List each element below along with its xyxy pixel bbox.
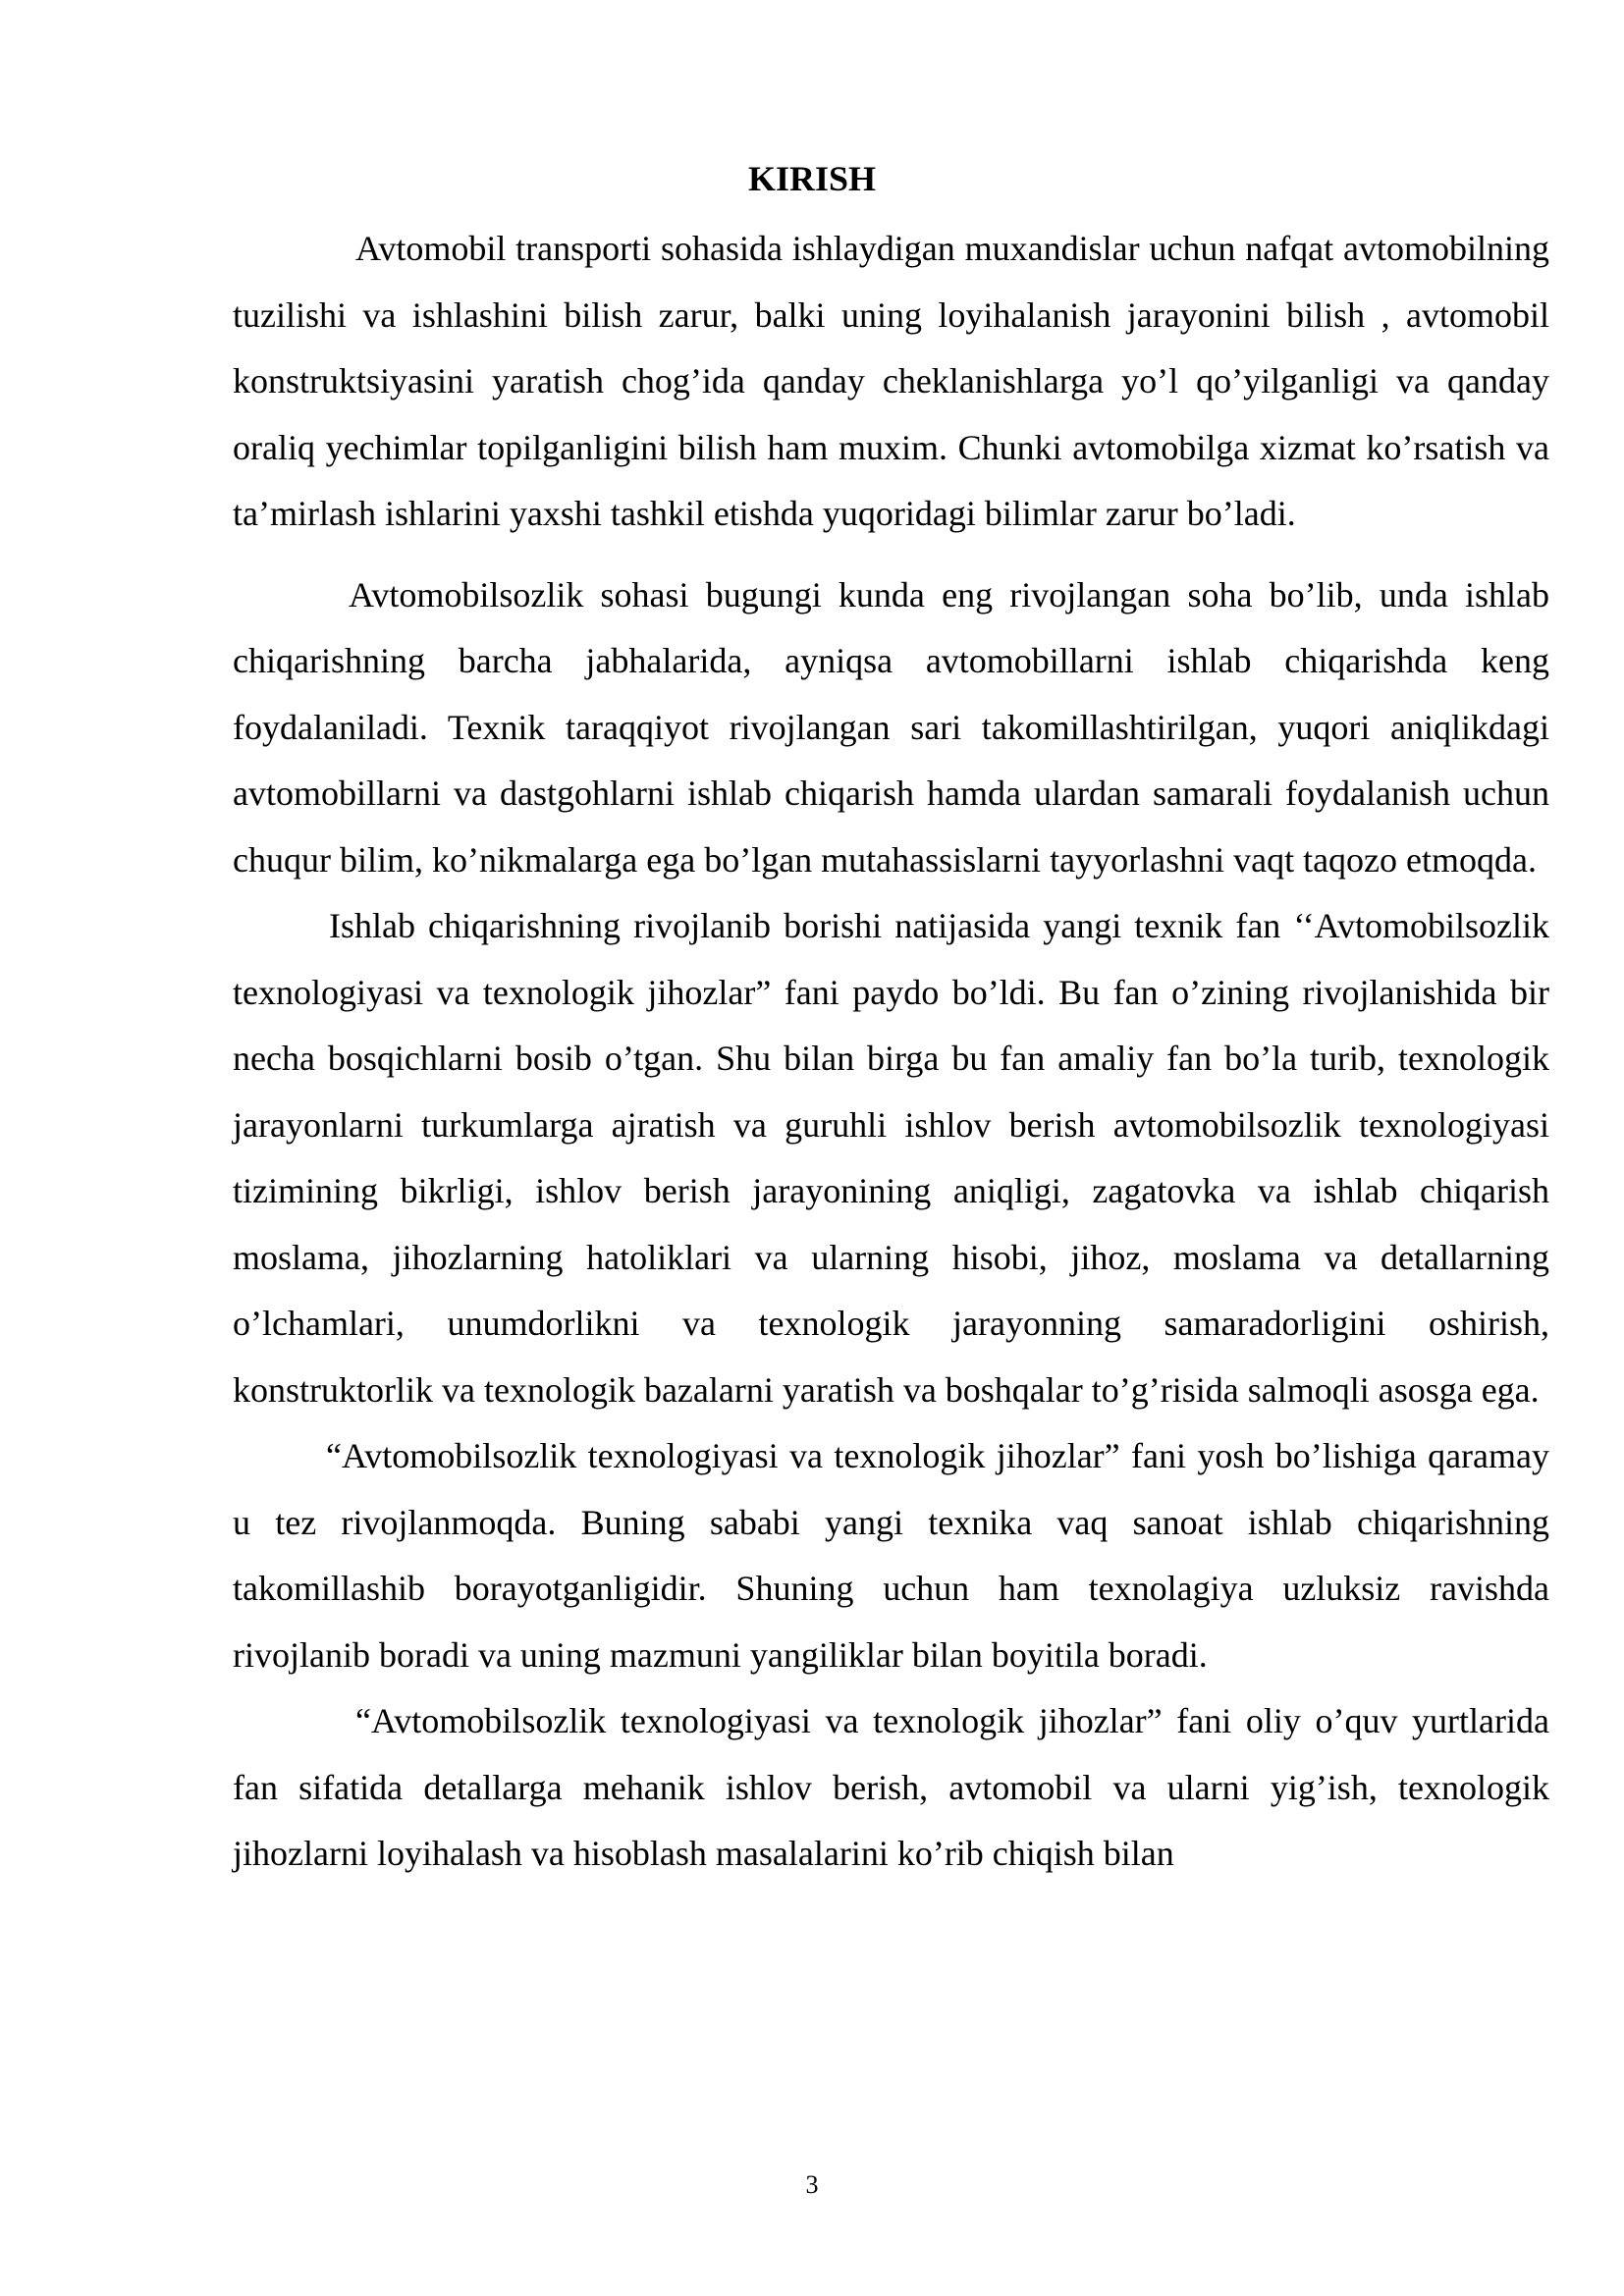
page-number: 3 bbox=[805, 2170, 819, 2199]
paragraph-5: “Avtomobilsozlik texnologiyasi va texnologik jihozlar” fani oliy o’quv yurtlarida fan sifatida detallarga mehanik ishlov berish, avtomobil va ularni yig’ish, texnologik jihozlarni loyihalash va hisoblash masalalarini ko’rib chiqish bilan bbox=[233, 1701, 1549, 1873]
paragraph-4: “Avtomobilsozlik texnologiyasi va texnologik jihozlar” fani yosh bo’lishiga qaramay u tez rivojlanmoqda. Buning sababi yangi texnika vaq sanoat ishlab chiqarishning takomillashib borayotganligidir. Shuning uchun ham texnolagiya uzluksiz ravishda rivojlanib boradi va uning mazmuni yangiliklar bilan boyitila boradi. bbox=[233, 1436, 1549, 1675]
page-title: KIRISH bbox=[747, 159, 877, 198]
paragraph-3: Ishlab chiqarishning rivojlanib borishi natijasida yangi texnik fan ‘‘Avtomobilsozlik texnologiyasi va texnologik jihozlar” fani paydo bo’ldi. Bu fan o’zining rivojlanishida bir necha bosqichlarni bosib o’tgan. Shu bilan birga bu fan amaliy fan bo’la turib, texnologik jarayonlarni turkumlarga ajratish va guruhli ishlov berish avtomobilsozlik texnologiyasi tizimining bikrligi, ishlov berish jarayonining aniqligi, zagatovka va ishlab chiqarish moslama, jihozlarning hatoliklari va ularning hisobi, jihoz, moslama va detallarning o’lchamlari, unumdorlikni va texnologik jarayonning samaradorligini oshirish, konstruktorlik va texnologik bazalarni yaratish va boshqalar to’g’risida salmoqli asosga ega. bbox=[233, 906, 1549, 1410]
paragraph-1: Avtomobil transporti sohasida ishlaydigan muxandislar uchun nafqat avtomobilning tuzilishi va ishlashini bilish zarur, balki uning loyihalanish jarayonini bilish , avtomobil konstruktsiyasini yaratish chog’ida qanday cheklanishlarga yo’l qo’yilganligi va qanday oraliq yechimlar topilganligini bilish ham muxim. Chunki avtomobilga xizmat ko’rsatish va ta’mirlash ishlarini yaxshi tashkil etishda yuqoridagi bilimlar zarur bo’ladi. bbox=[233, 229, 1549, 533]
body-text bbox=[233, 216, 1549, 1888]
paragraph-2: Avtomobilsozlik sohasi bugungi kunda eng rivojlangan soha bo’lib, unda ishlab chiqarishning barcha jabhalarida, ayniqsa avtomobillarni ishlab chiqarishda keng foydalaniladi. Texnik taraqqiyot rivojlangan sari takomillashtirilgan, yuqori aniqlikdagi avtomobillarni va dastgohlarni ishlab chiqarish hamda ulardan samarali foydalanish uchun chuqur bilim, ko’nikmalarga ega bo’lgan mutahassislarni tayyorlashni vaqt taqozo etmoqda. bbox=[233, 574, 1549, 880]
